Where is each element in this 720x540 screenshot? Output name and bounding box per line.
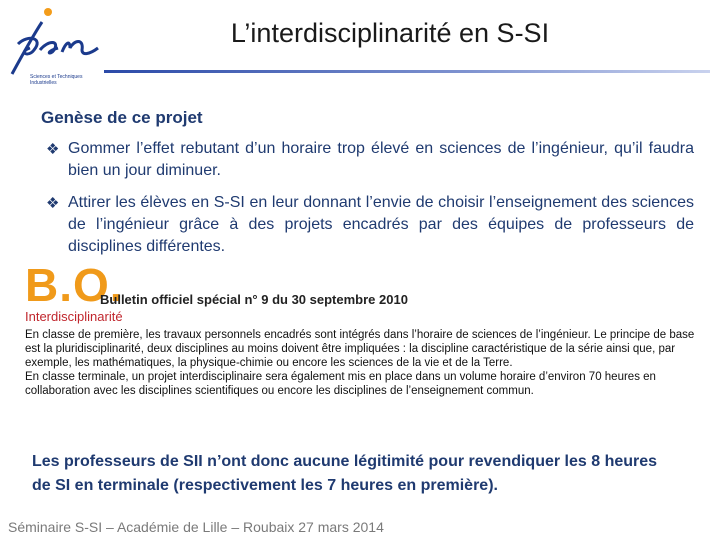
title-underline <box>104 70 710 73</box>
bo-excerpt-text <box>25 328 705 398</box>
slide-title: L’interdisciplinarité en S-SI <box>230 18 550 48</box>
bo-logo-letters: B.O. <box>25 259 124 311</box>
bo-bulletin-title: Bulletin officiel spécial n° 9 du 30 septembre 2010 <box>100 292 408 307</box>
bullet-text: Attirer les élèves en S-SI en leur donnant l’envie de choisir l’enseignement des sciences de l’ingénieur grâce à des projets encadrés par des équipes de professeurs de disciplines différentes. <box>68 194 694 255</box>
bo-excerpt-image <box>22 259 706 420</box>
bullet-item <box>44 192 694 258</box>
diamond-bullet-icon: ❖ <box>46 195 60 212</box>
bullet-item <box>44 138 694 182</box>
logo-subtitle: Sciences et Techniques Industrielles <box>30 74 83 86</box>
section-heading: Genèse de ce projet <box>41 108 203 127</box>
igen-logo-icon <box>4 4 104 78</box>
footer-text: Séminaire S-SI – Académie de Lille – Roubaix 27 mars 2014 <box>8 519 384 535</box>
bo-paragraph: En classe terminale, un projet interdisciplinaire sera également mis en place dans un volume horaire d’environ 70 heures en collaboration avec les disciplines scientifiques ou encore les disciplines de l’enseignement commun. <box>25 371 656 397</box>
diamond-bullet-icon: ❖ <box>46 141 60 158</box>
conclusion-text: Les professeurs de SII n’ont donc aucune légitimité pour revendiquer les 8 heures de SI en terminale (respectivement les 7 heures en première). <box>32 453 658 494</box>
bullet-list <box>44 138 694 268</box>
bo-section-label: Interdisciplinarité <box>25 309 123 324</box>
bullet-text: Gommer l’effet rebutant d’un horaire trop élevé en sciences de l’ingénieur, qu’il faudra bien un jour diminuer. <box>68 140 694 179</box>
bo-paragraph: En classe de première, les travaux personnels encadrés sont intégrés dans l’horaire de sciences de l’ingénieur. Le principe de base est la pluridisciplinarité, deux disciplines au moins doivent être impliquées : la discipline caractéristique de la série ainsi que, par exemple, les mathématiques, la physique-chimie ou encore les sciences de la vie et de la Terre. <box>25 329 695 369</box>
